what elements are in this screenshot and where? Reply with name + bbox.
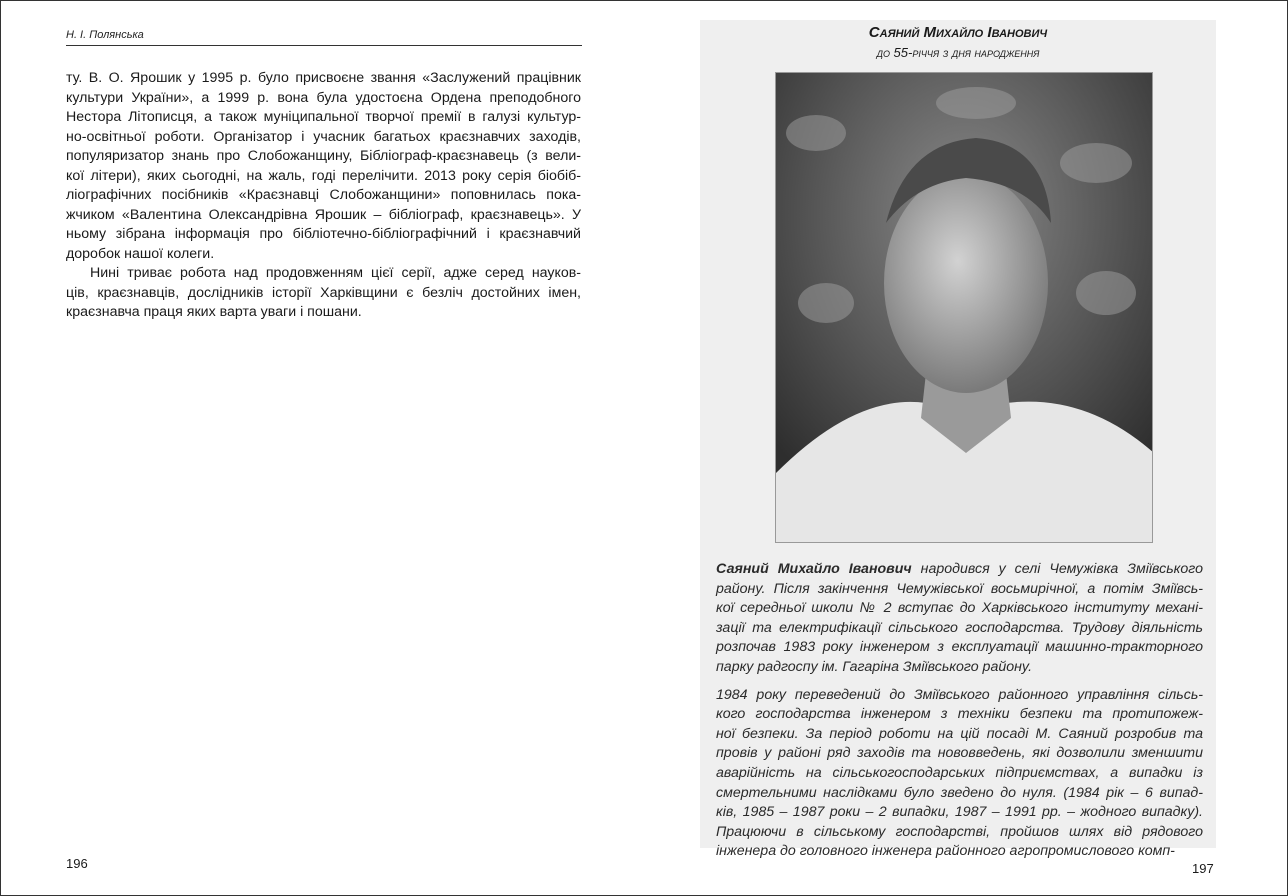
text-line xyxy=(716,580,1203,600)
text-line xyxy=(716,764,1203,784)
text-line: но-освітньої роботи. Організатор і учасник багатьох краєзнавчих заходів, xyxy=(66,128,581,145)
line-text: інженера до головного інженера районного агропромислового комп- xyxy=(716,843,1175,860)
text-line xyxy=(716,744,1203,764)
text-line: кої літери), яких сьогодні, на жаль, годі перелічити. 2013 року серія біобіб- xyxy=(66,167,581,184)
text-line: краєзнавча праця яких варта уваги і пошани. xyxy=(66,304,362,320)
line-text: смертельними наслідками було зведено до нуля. (1984 рік – 6 випад- xyxy=(716,784,1203,801)
line-text: кого господарства інженером з техніки безпеки та протипожеж- xyxy=(716,706,1203,723)
text-line xyxy=(716,560,1203,580)
text-line: ців, краєзнавців, дослідників історії Харківщини є безліч достойних імен, xyxy=(66,284,581,301)
text-line: ньому зібрана інформація про бібліотечно-бібліографічний і краєзнавчий xyxy=(66,226,581,242)
paragraph xyxy=(716,560,1203,678)
text-line xyxy=(716,842,1203,862)
line-text: розпочав 1983 року інженером з експлуатації машинно-тракторного xyxy=(716,639,1203,656)
line-text: 1984 року переведений до Зміївського районного управління сільсь- xyxy=(716,686,1203,703)
line-text: парку радгоспу ім. Гагаріна Зміївського району. xyxy=(716,658,1033,675)
line-text: зації та електрифікації сільського господарства. Трудову діяльність xyxy=(716,619,1203,636)
line-text: аварійність на сільськогосподарських підприємствах, а випадки із xyxy=(716,764,1203,781)
text-line: Нині триває робота над продовженням цієї серії, адже серед науков- xyxy=(90,265,581,281)
text-line xyxy=(716,784,1203,804)
line-text: ної безпеки. За період роботи на цій посаді М. Саяний розробив та xyxy=(716,725,1203,742)
text-line: доробок нашої колеги. xyxy=(66,245,215,262)
line-text: провів у районі ряд заходів та нововведень, які дозволили зменшити xyxy=(716,745,1203,762)
article-title: Саяний Михайло Іванович xyxy=(868,24,1048,41)
line-text: Працюючи в сільському господарстві, пройшов шлях від рядового xyxy=(716,823,1203,840)
text-line xyxy=(716,705,1203,725)
text-line: ліографічних посібників «Краєзнавці Слобожанщини» поповнилась пока- xyxy=(66,187,581,203)
text-line xyxy=(716,823,1203,843)
text-line: жчиком «Валентина Олександрівна Ярошик – бібліограф, краєзнавець». У xyxy=(66,206,581,223)
text-line xyxy=(716,725,1203,745)
page-number-right: 197 xyxy=(1192,861,1214,876)
text-line: ту. В. О. Ярошик у 1995 р. було присвоєне звання «Заслужений працівник xyxy=(66,70,581,86)
line-text: кої середньої школи № 2 вступає до Харківського інституту механі- xyxy=(716,600,1203,617)
portrait-photo xyxy=(775,72,1153,543)
text-line: культури України», а 1999 р. вона була удостоєна Ордена преподобного xyxy=(66,89,581,106)
running-head: Н. І. Полянська xyxy=(66,29,144,41)
line-text: ків, 1985 – 1987 роки – 2 випадки, 1987 – 1991 рр. – жодного випадку). xyxy=(716,804,1203,821)
header-rule xyxy=(66,45,582,46)
text-line: Нестора Літописця, а також муніципальної творчої премії в галузі культур- xyxy=(66,109,581,125)
article-subtitle: до 55-річчя з дня народження xyxy=(876,45,1040,60)
text-line xyxy=(716,803,1203,823)
text-line xyxy=(716,658,1203,678)
page-number-left: 196 xyxy=(66,856,88,871)
right-body-text xyxy=(716,560,1203,870)
text-line xyxy=(716,686,1203,706)
line-text: району. Після закінчення Чемужівської восьмирічної, а потім Зміївсь- xyxy=(716,580,1203,597)
text-line xyxy=(716,619,1203,639)
bold-name: Саяний Михайло Іванович xyxy=(716,561,912,577)
paragraph xyxy=(716,686,1203,862)
left-body-text xyxy=(66,69,581,323)
text-line xyxy=(716,599,1203,619)
line-text: народився у селі Чемужівка Зміївського xyxy=(911,561,1203,577)
text-line: популяризатор знань про Слобожанщину, Бібліограф-краєзнавець (з вели- xyxy=(66,148,581,164)
text-line xyxy=(716,638,1203,658)
